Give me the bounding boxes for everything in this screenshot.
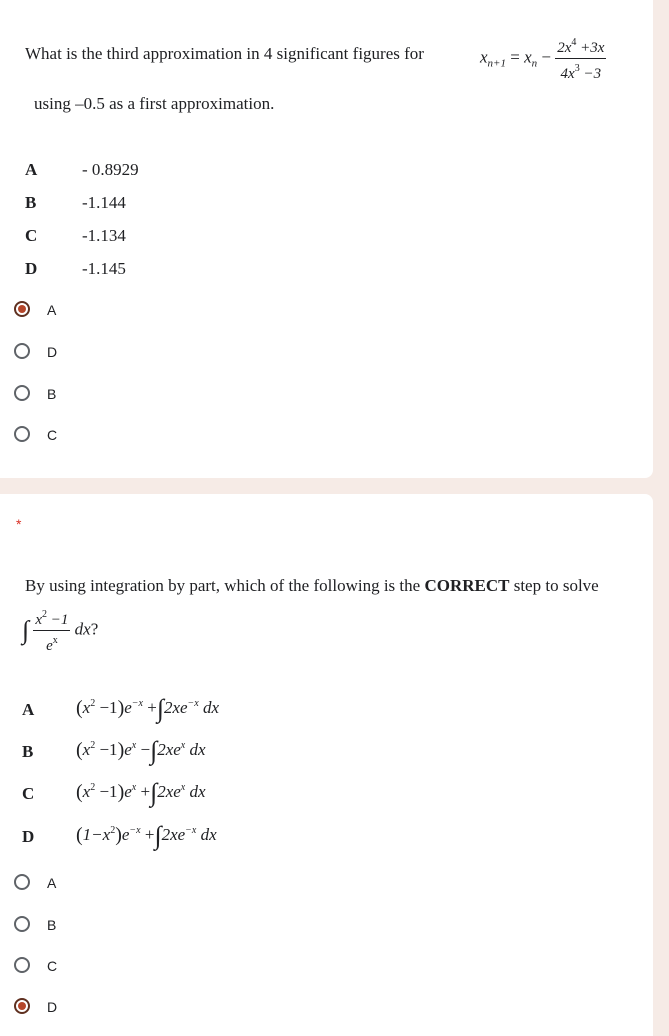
q2-option-letter-c: C	[22, 784, 35, 803]
q2-radio-d[interactable]	[14, 998, 30, 1014]
q1-option-letter-a: A	[25, 160, 38, 179]
q2-radio-label-d[interactable]: D	[47, 999, 58, 1015]
q1-radio-c[interactable]	[14, 426, 30, 442]
q1-formula: $x_{n+1} = x_n$ − $\frac{2x^4 +3x}{4x^3 -3}$	[480, 34, 606, 83]
q1-option-letter-c: C	[25, 226, 38, 245]
q1-radio-d[interactable]	[14, 343, 30, 359]
q1-option-value-b: -1.144	[82, 193, 126, 212]
q1-radio-label-a[interactable]: A	[47, 302, 57, 318]
q2-radio-a[interactable]	[14, 874, 30, 890]
q1-text-after: using –0.5 as a first approximation.	[34, 94, 275, 113]
question-card-2	[0, 494, 653, 1036]
radio-selected-dot	[18, 1002, 26, 1010]
q2-text: By using integration by part, which of the following is the CORRECT step to solve	[25, 576, 599, 595]
required-asterisk: *	[16, 516, 22, 532]
radio-selected-dot	[18, 305, 26, 313]
q1-radio-b[interactable]	[14, 385, 30, 401]
q2-option-expr-a: $(x^2 -1)e^{-x} +\int 2xe^{-x}$ dx	[76, 694, 220, 723]
q2-option-expr-d: $(1-x^2)e^{-x} +\int 2xe^{-x}$ dx	[76, 821, 217, 850]
q2-radio-label-a[interactable]: A	[47, 875, 57, 891]
q1-text-before: What is the third approximation in 4 significant figures for	[25, 44, 424, 63]
q2-radio-c[interactable]	[14, 957, 30, 973]
q2-integral: ∫ $\frac{x^2 -1}{e^x}$ dx?	[22, 606, 98, 655]
q1-radio-label-b[interactable]: B	[47, 386, 57, 402]
q2-option-letter-a: A	[22, 700, 35, 719]
q1-option-letter-b: B	[25, 193, 37, 212]
q2-radio-b[interactable]	[14, 916, 30, 932]
question-card-1	[0, 0, 653, 478]
q2-option-letter-d: D	[22, 827, 35, 846]
q1-option-value-d: -1.145	[82, 259, 126, 278]
q2-radio-label-b[interactable]: B	[47, 917, 57, 933]
q1-radio-label-d[interactable]: D	[47, 344, 58, 360]
q2-option-letter-b: B	[22, 742, 34, 761]
q1-option-value-c: -1.134	[82, 226, 126, 245]
q2-option-expr-b: $(x^2 -1)e^x -\int 2xe^x$ dx	[76, 736, 206, 765]
q1-radio-a[interactable]	[14, 301, 30, 317]
q1-option-letter-d: D	[25, 259, 38, 278]
q2-option-expr-c: $(x^2 -1)e^x +\int 2xe^x$ dx	[76, 778, 206, 807]
q1-radio-label-c[interactable]: C	[47, 427, 58, 443]
q2-radio-label-c[interactable]: C	[47, 958, 58, 974]
q1-option-value-a: - 0.8929	[82, 160, 139, 179]
